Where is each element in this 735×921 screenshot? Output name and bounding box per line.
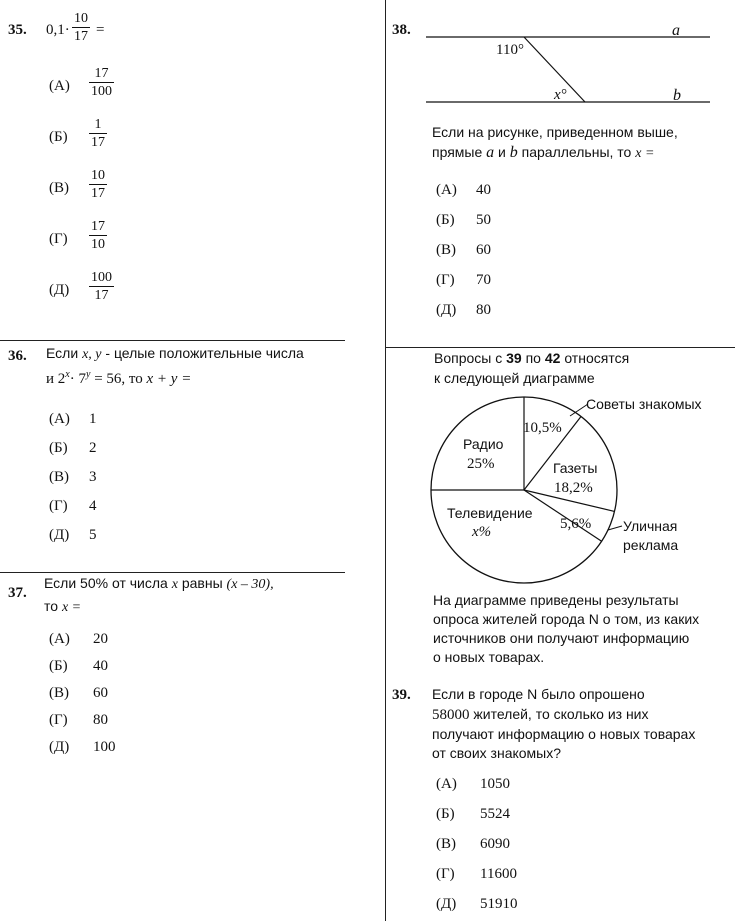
option-label: (Д) [49, 527, 70, 543]
label-radio-value: 25% [467, 456, 495, 472]
question-text-line2: 58000 жителей, то сколько из них [432, 706, 649, 723]
option-label: (А) [49, 411, 70, 427]
intro-line1: Вопросы с 39 по 42 относятся [434, 350, 630, 366]
option-fraction: $\frac{100}{17}$ [91, 270, 112, 303]
label-street-2: реклама [623, 537, 679, 553]
option-label: (А) [436, 776, 457, 792]
option-value: 80 [476, 302, 491, 318]
option-fraction: $\frac{10}{17}$ [91, 168, 105, 201]
option-label: (Б) [49, 440, 68, 456]
option-value: 11600 [480, 866, 517, 882]
option-value: 1 [89, 411, 97, 427]
option-fraction: $\frac{17}{10}$ [91, 219, 105, 252]
option-label: (Д) [436, 896, 457, 912]
option-value: 51910 [480, 896, 518, 912]
expr-equals: = [96, 22, 105, 38]
option-fraction: $\frac{1}{17}$ [91, 117, 105, 150]
label-a: a [672, 22, 680, 39]
option-label: (В) [436, 836, 456, 852]
option-label: (В) [49, 469, 69, 485]
option-label: (А) [436, 182, 457, 198]
question-text-line1: Если 50% от числа x равны (x – 30), [44, 575, 274, 592]
option-label: (Г) [49, 712, 68, 728]
label-tv: Телевидение [447, 505, 533, 521]
label-papers: Газеты [553, 460, 598, 476]
option-value: 70 [476, 272, 491, 288]
question-text-line3: получают информацию о новых товарах [432, 726, 696, 742]
option-label: (В) [49, 685, 69, 701]
question-text-line4: от своих знакомых? [432, 745, 562, 761]
option-label: (Д) [436, 302, 457, 318]
option-value: 100 [93, 739, 116, 755]
angle-110: 110° [496, 42, 524, 58]
question-number: 37. [8, 585, 27, 601]
question-number: 35. [8, 22, 27, 38]
question-text-line2: и $2^x\cdot 7^y = 56$, то x + y = [46, 369, 192, 387]
question-text-line2: то x = [44, 598, 82, 615]
option-value: 50 [476, 212, 491, 228]
option-value: 1050 [480, 776, 510, 792]
option-value: 80 [93, 712, 108, 728]
question-text-line1: Если на рисунке, приведенном выше, [432, 124, 678, 140]
question-number: 36. [8, 348, 27, 364]
option-label: (А) [49, 78, 70, 94]
label-radio: Радио [463, 436, 504, 452]
center-divider [385, 0, 386, 921]
option-value: 5 [89, 527, 97, 543]
question-text-line1: Если x, y - целые положительные числа [46, 345, 304, 362]
option-label: (А) [49, 631, 70, 647]
label-papers-value: 18,2% [554, 480, 593, 496]
desc-line4: о новых товарах. [433, 649, 545, 665]
option-label: (Г) [436, 272, 455, 288]
intro-line2: к следующей диаграмме [434, 370, 595, 386]
option-label: (Б) [436, 806, 455, 822]
option-fraction: $\frac{17}{100}$ [91, 66, 112, 99]
label-street-value: 5,6% [560, 516, 592, 532]
option-value: 4 [89, 498, 97, 514]
option-value: 5524 [480, 806, 510, 822]
option-value: 40 [476, 182, 491, 198]
option-label: (Г) [49, 498, 68, 514]
option-label: (В) [436, 242, 456, 258]
option-label: (Б) [49, 658, 68, 674]
expr-prefix: 0,1· [46, 22, 70, 38]
option-label: (Г) [49, 231, 68, 247]
question-number: 38. [392, 22, 411, 38]
question-number: 39. [392, 687, 411, 703]
question-text-line2: прямые a и b параллельны, то x = [432, 144, 655, 161]
option-value: 60 [476, 242, 491, 258]
option-label: (Г) [436, 866, 455, 882]
option-value: 3 [89, 469, 97, 485]
option-value: 20 [93, 631, 108, 647]
angle-x: x° [554, 87, 567, 103]
divider-left-36-37 [0, 572, 345, 573]
option-value: 60 [93, 685, 108, 701]
divider-left-35-36 [0, 340, 345, 341]
label-street-1: Уличная [623, 518, 678, 534]
label-advice-value: 10,5% [523, 420, 562, 436]
option-value: 6090 [480, 836, 510, 852]
option-label: (В) [49, 180, 69, 196]
divider-right-38-intro [385, 347, 735, 348]
label-b: b [673, 87, 681, 104]
question-text-line1: Если в городе N было опрошено [432, 686, 645, 702]
label-advice: Советы знакомых [586, 396, 702, 412]
option-label: (Д) [49, 739, 70, 755]
desc-line2: опроса жителей города N о том, из каких [433, 611, 700, 627]
option-label: (Б) [49, 129, 68, 145]
option-value: 40 [93, 658, 108, 674]
option-label: (Д) [49, 282, 70, 298]
expr-fraction: $\frac{10}{17}$ [74, 11, 88, 44]
label-tv-value: x% [472, 524, 492, 540]
desc-line3: источников они получают информацию [433, 630, 690, 646]
option-value: 2 [89, 440, 97, 456]
option-label: (Б) [436, 212, 455, 228]
desc-line1: На диаграмме приведены результаты [433, 592, 679, 608]
